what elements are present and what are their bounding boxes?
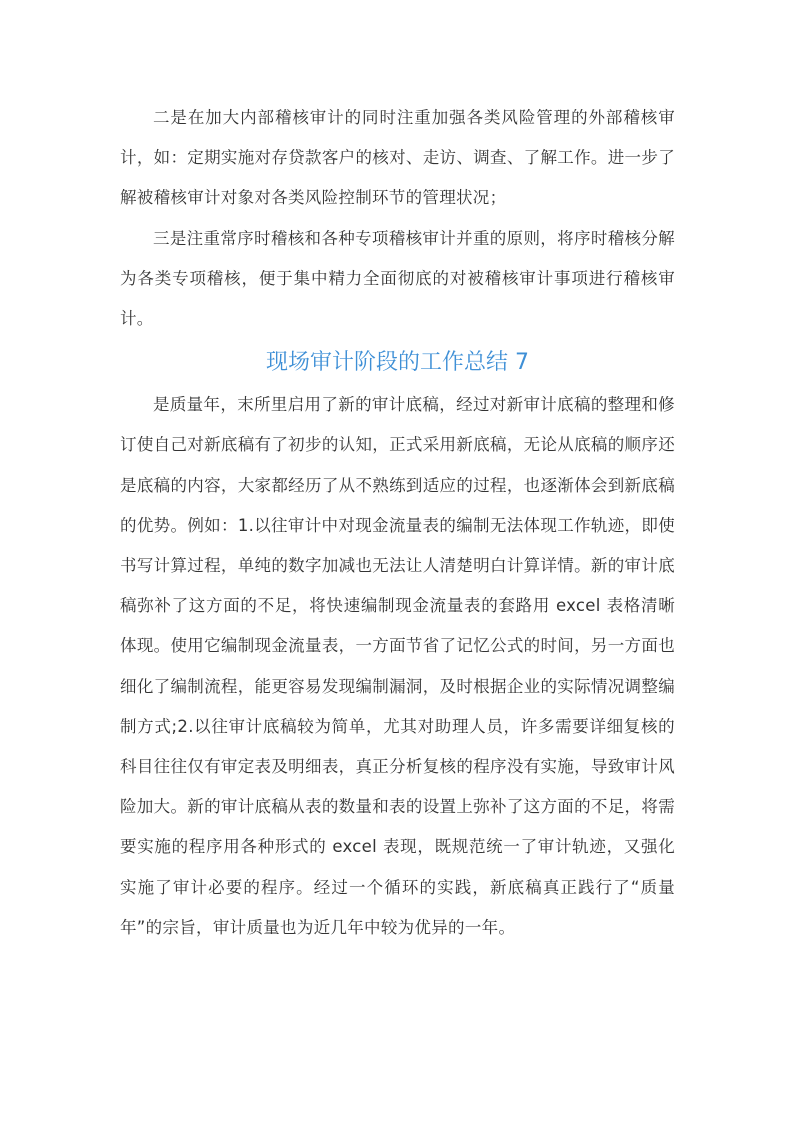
section-title: 现场审计阶段的工作总结 7 xyxy=(266,350,529,376)
document-body xyxy=(120,98,675,948)
paragraph-1: 二是在加大内部稽核审计的同时注重加强各类风险管理的外部稽核审计，如：定期实施对存贷款客户的核对、走访、调查、了解工作。进一步了解被稽核审计对象对各类风险控制环节的管理状况； xyxy=(120,108,675,208)
paragraph-3: 是质量年，末所里启用了新的审计底稿，经过对新审计底稿的整理和修订使自己对新底稿有了初步的认知，正式采用新底稿，无论从底稿的顺序还是底稿的内容，大家都经历了从不熟练到适应的过程，也逐渐体会到新底稿的优势。例如：1.以往审计中对现金流量表的编制无法体现工作轨迹，即使书写计算过程，单纯的数字加减也无法让人清楚明白计算详情。新的审计底稿弥补了这方面的不足，将快速编制现金流量表的套路用 excel 表格清晰体现。使用它编制现金流量表，一方面节省了记忆公式的时间，另一方面也细化了编制流程，能更容易发现编制漏洞，及时根据企业的实际情况调整编制方式;2.以往审计底稿较为简单，尤其对助理人员，许多需要详细复核的科目往往仅有审定表及明细表，真正分析复核的程序没有实施，导致审计风险加大。新的审计底稿从表的数量和表的设置上弥补了这方面的不足，将需要实施的程序用各种形式的 excel 表现，既规范统一了审计轨迹，又强化实施了审计必要的程序。经过一个循环的实践，新底稿真正践行了“质量年”的宗旨，审计质量也为近几年中较为优异的一年。 xyxy=(120,395,675,937)
paragraph-2: 三是注重常序时稽核和各种专项稽核审计并重的原则，将序时稽核分解为各类专项稽核，便于集中精力全面彻底的对被稽核审计事项进行稽核审计。 xyxy=(120,228,675,329)
